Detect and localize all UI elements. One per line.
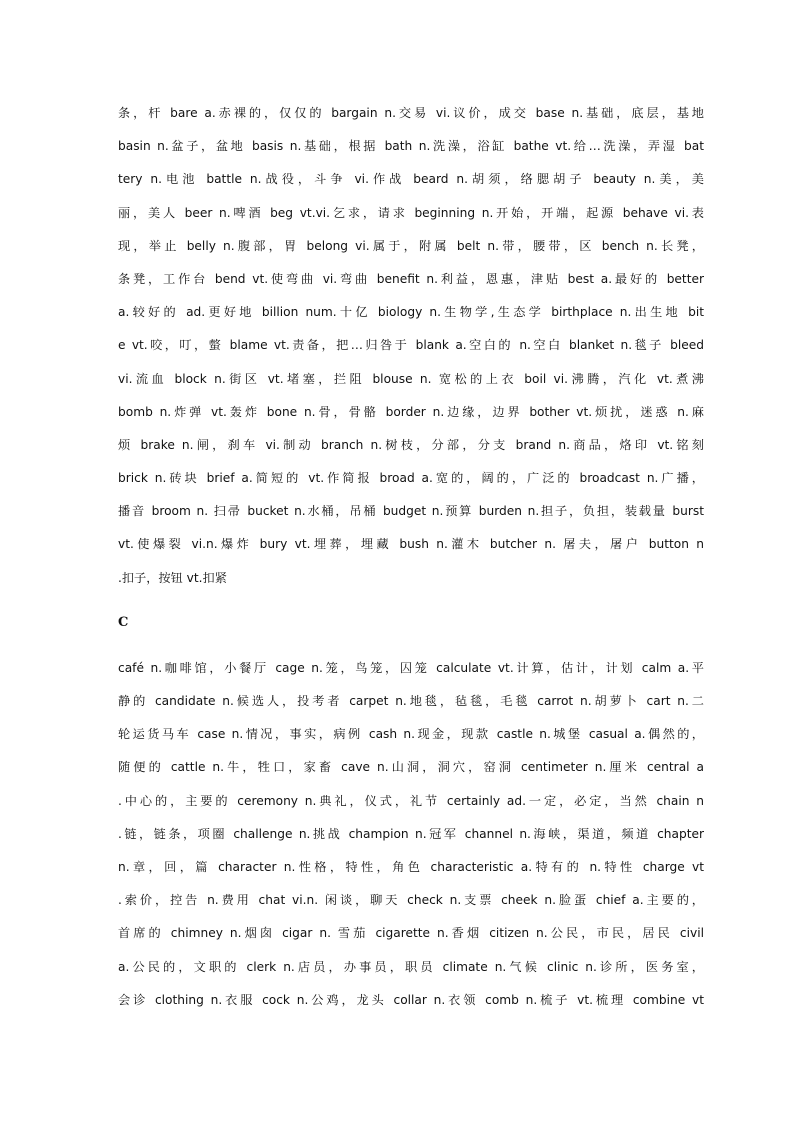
text-line: 首席的 chimney n.烟囱 cigar n. 雪茄 cigarette n.香烟 citizen n.公民，市民，居民 civil	[118, 926, 704, 941]
text-line: 条凳，工作台 bend vt.使弯曲 vi.弯曲 benefit n.利益，恩惠，津贴 best a.最好的 better	[118, 271, 704, 286]
text-line: vi.流血 block n.街区 vt.堵塞，拦阻 blouse n. 宽松的上衣 boil vi.沸腾，汽化 vt.煮沸	[118, 371, 704, 386]
text-line: .中心的，主要的 ceremony n.典礼，仪式，礼节 certainly ad.一定，必定，当然 chain n	[118, 793, 704, 808]
text-line: bomb n.炸弹 vt.轰炸 bone n.骨，骨骼 border n.边缘，边界 bother vt.烦扰，迷惑 n.麻	[118, 404, 704, 419]
text-line: 播音 broom n. 扫帚 bucket n.水桶，吊桶 budget n.预算 burden n.担子，负担，装载量 burst	[118, 504, 704, 519]
text-line: vt.使爆裂 vi.n.爆炸 bury vt.埋葬，埋藏 bush n.灌木 butcher n. 屠夫，屠户 button n	[118, 537, 704, 552]
text-line: brick n.砖块 brief a.简短的 vt.作简报 broad a.宽的，阔的，广泛的 broadcast n.广播，	[118, 471, 704, 486]
section-b-text	[118, 97, 704, 595]
text-line: a.较好的 ad.更好地 billion num.十亿 biology n.生物学,生态学 birthplace n.出生地 bit	[118, 305, 704, 320]
text-line: café n.咖啡馆，小餐厅 cage n.笼，鸟笼，囚笼 calculate vt.计算，估计，计划 calm a.平	[118, 660, 704, 675]
text-line: 条，杆 bare a.赤裸的，仅仅的 bargain n.交易 vi.议价，成交 base n.基础，底层，基地	[118, 106, 704, 120]
text-line: a.公民的，文职的 clerk n.店员，办事员，职员 climate n.气候 clinic n.诊所，医务室，	[118, 959, 704, 974]
text-line: n.章，回，篇 character n.性格，特性，角色 characteristic a.特有的 n.特性 charge vt	[118, 859, 704, 874]
text-line: .索价，控告 n.费用 chat vi.n. 闲谈，聊天 check n.支票 cheek n.脸蛋 chief a.主要的，	[118, 893, 704, 908]
text-line: 现，举止 belly n.腹部，胃 belong vi.属于，附属 belt n.带，腰带，区 bench n.长凳，	[118, 238, 704, 253]
text-line: .扣子，按钮 vt.扣紧	[118, 570, 227, 585]
text-line: 会诊 clothing n.衣服 cock n.公鸡，龙头 collar n.衣领 comb n.梳子 vt.梳理 combine vt	[118, 992, 704, 1007]
document-page	[118, 97, 704, 1017]
text-line: .链，链条，项圈 challenge n.挑战 champion n.冠军 channel n.海峡，渠道，频道 chapter	[118, 826, 704, 841]
section-c-text	[118, 652, 704, 1017]
text-line: 轮运货马车 case n.情况，事实，病例 cash n.现金，现款 castle n.城堡 casual a.偶然的，	[118, 727, 704, 742]
text-line: tery n.电池 battle n.战役，斗争 vi.作战 beard n.胡须，络腮胡子 beauty n.美，美	[118, 172, 704, 187]
text-line: 丽，美人 beer n.啤酒 beg vt.vi.乞求，请求 beginning n.开始，开端，起源 behave vi.表	[118, 205, 704, 220]
text-line: 静的 candidate n.候选人，投考者 carpet n.地毯，毡毯，毛毯 carrot n.胡萝卜 cart n.二	[118, 694, 704, 708]
section-heading: C	[118, 614, 129, 630]
text-line: 烦 brake n.闸，刹车 vi.制动 branch n.树枝，分部，分支 brand n.商品，烙印 vt.铭刻	[118, 437, 704, 452]
text-line: e vt.咬，叮，螫 blame vt.责备，把…归咎于 blank a.空白的 n.空白 blanket n.毯子 bleed	[118, 338, 704, 353]
text-line: basin n.盆子，盆地 basis n.基础，根据 bath n.洗澡，浴缸 bathe vt.给…洗澡，弄湿 bat	[118, 139, 704, 154]
text-line: 随便的 cattle n.牛，牲口，家畜 cave n.山洞，洞穴，窑洞 centimeter n.厘米 central a	[118, 760, 704, 775]
